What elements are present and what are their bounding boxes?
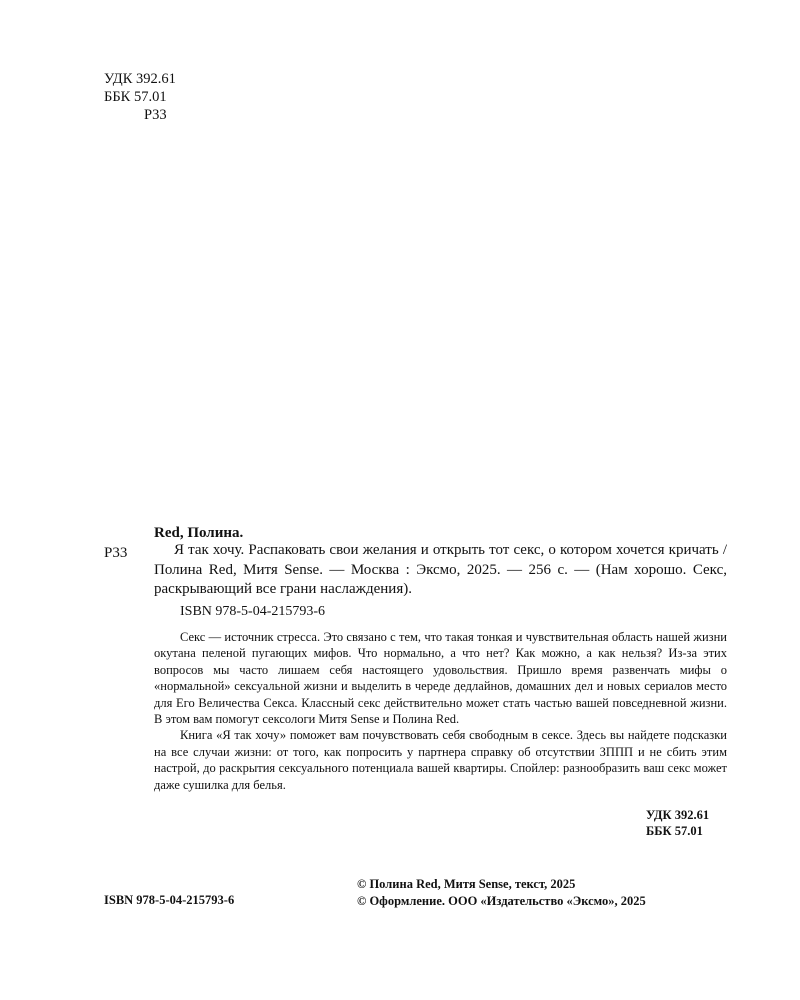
bottom-classification <box>646 807 709 839</box>
annotation-paragraph: Книга «Я так хочу» поможет вам почувствовать себя свободным в сексе. Здесь вы найдете подсказки на все случаи жизни: от того, как попросить у партнера справку об отсутствии ЗППП и не сбить этим настрой, до раскрытия сексуального потенциала вашей квартиры. Спойлер: разнообразить ваш секс может даже сушилка для белья. <box>154 728 727 792</box>
bibliographic-description: Я так хочу. Распаковать свои желания и открыть тот секс, о котором хочется кричать / Полина Red, Митя Sense. — Москва : Эксмо, 2025. — 256 с. — (Нам хорошо. Секс, раскрывающий все грани наслаждения). <box>154 542 727 597</box>
udk-code: УДК 392.61 <box>104 71 176 87</box>
classification-block <box>104 70 176 124</box>
author-code: Р33 <box>144 107 167 123</box>
bottom-udk-code: УДК 392.61 <box>646 808 710 822</box>
entry-code: Р33 <box>104 545 128 561</box>
entry-author: Red, Полина. <box>154 525 244 541</box>
annotation-paragraph: Секс — источник стресса. Это связано с тем, что такая тонкая и чувствительная область нашей жизни окутана пеленой пугающих мифов. Что нормально, а что нет? Как можно, а как нельзя? Из-за этих вопросов мы часто лишаем себя настоящего удовольствия. Пришло время развенчать мифы о «нормальной» сексуальной жизни и выделить в череде дедлайнов, домашних дел и новых сериалов место для Его Величества Секса. Классный секс действительно может стать частью вашей повседневной жизни. В этом вам помогут сексологи Митя Sense и Полина Red. <box>154 630 727 727</box>
copyright-design: © Оформление. ООО «Издательство «Эксмо», 2025 <box>357 894 646 908</box>
entry-isbn: ISBN 978-5-04-215793-6 <box>180 604 326 619</box>
copyright-block <box>357 876 646 910</box>
annotation <box>154 629 727 793</box>
copyright-text: © Полина Red, Митя Sense, текст, 2025 <box>357 877 576 891</box>
bottom-bbk-code: ББК 57.01 <box>646 824 703 838</box>
footer-isbn: ISBN 978-5-04-215793-6 <box>104 893 235 907</box>
bbk-code: ББК 57.01 <box>104 89 167 105</box>
